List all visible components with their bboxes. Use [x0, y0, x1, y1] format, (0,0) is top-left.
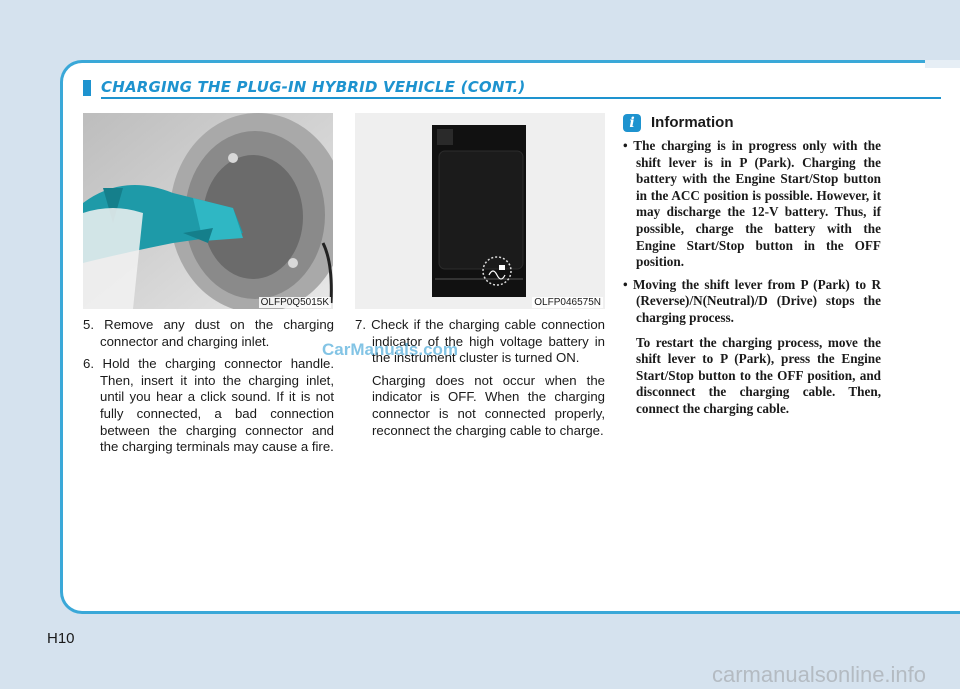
- step-5: 5. Remove any dust on the charging connector and charging inlet.: [83, 317, 334, 349]
- info-bullet-2-note: To restart the charging process, move the shift lever to P (Park), press the Engine Start/Stop button to the OFF position, and disconnect the charging cable. Then, connect the charging cable.: [636, 334, 881, 416]
- figure-instrument-cluster: [355, 113, 605, 309]
- section-title: CHARGING THE PLUG-IN HYBRID VEHICLE (CONT.): [101, 78, 526, 96]
- info-icon: i: [623, 114, 641, 132]
- step-6: 6. Hold the charging connector handle. Then, insert it into the charging inlet, until you hear a click sound. If it is not fully connected, a bad connection between the charging connector and the charging terminals may cause a fire.: [83, 356, 334, 455]
- step-7: 7. Check if the charging cable connection indicator of the high voltage battery in the instrument cluster is turned ON.: [355, 317, 605, 366]
- information-title: Information: [651, 113, 734, 131]
- figure-code: OLFP046575N: [534, 297, 601, 308]
- step-7-note: Charging does not occur when the indicator is OFF. When the charging connector is not connected properly, reconnect the charging cable to charge.: [372, 372, 605, 438]
- charging-inlet-illustration: [83, 113, 333, 309]
- figure-charging-inlet: [83, 113, 333, 309]
- information-header: [623, 114, 881, 132]
- watermark-center: CarManuals.com: [322, 340, 459, 359]
- tab-marker: [925, 60, 960, 68]
- figure-code: OLFP0Q5015K: [260, 297, 329, 308]
- column-steps-middle: [355, 317, 605, 439]
- header-rule: [101, 97, 941, 99]
- info-bullet-2: • Moving the shift lever from P (Park) to R (Reverse)/N(Neutral)/D (Drive) stops the charging process.: [623, 276, 881, 325]
- watermark-footer: carmanualsonline.info: [712, 662, 927, 687]
- information-box: [623, 114, 881, 418]
- instrument-cluster-illustration: [355, 113, 605, 309]
- page-number: H10: [47, 630, 75, 647]
- column-steps-left: [83, 317, 334, 462]
- info-bullet-1: • The charging is in progress only with the shift lever is in P (Park). Charging the battery with the Engine Start/Stop button in the ACC position is possible. However, it may discharge the 12-V battery. Thus, if possible, charge the battery with the Engine Start/Stop button in the OFF position.: [623, 138, 881, 270]
- header-accent-bar: [83, 80, 91, 96]
